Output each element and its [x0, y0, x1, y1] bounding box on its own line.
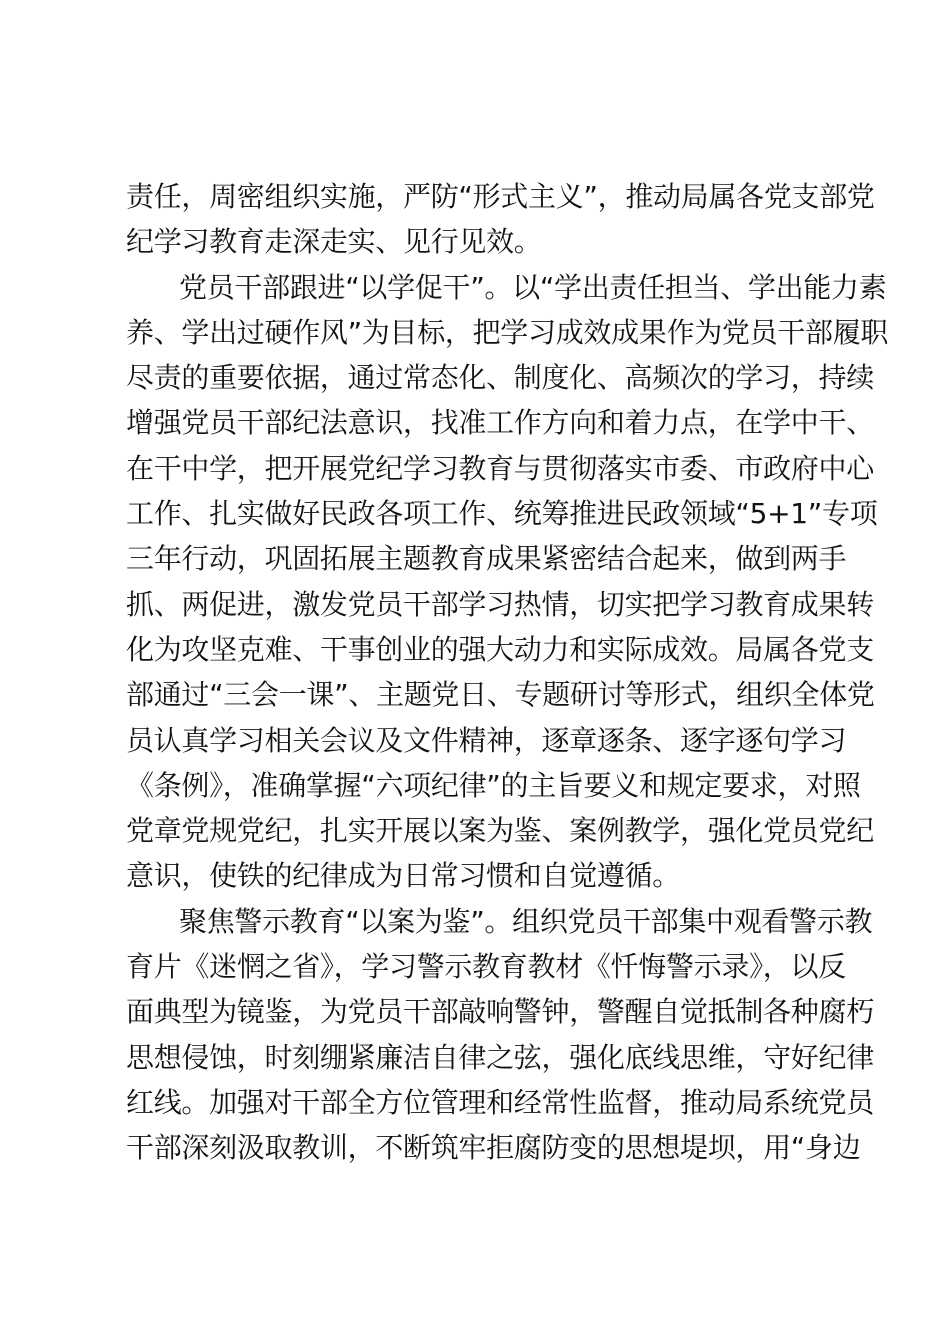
document-body: [126, 174, 889, 1171]
text-line: 尽责的重要依据，通过常态化、制度化、高频次的学习，持续: [126, 361, 874, 395]
text-line: 纪学习教育走深走实、见行见效。: [126, 225, 542, 259]
text-line: 部通过“三会一课”、主题党日、专题研讨等形式，组织全体党: [126, 678, 875, 712]
text-line: 《条例》，准确掌握“六项纪律”的主旨要义和规定要求，对照: [126, 768, 861, 802]
text-line: 面典型为镜鉴，为党员干部敲响警钟，警醒自觉抵制各种腐朽: [126, 995, 874, 1029]
text-line: 工作、扎实做好民政各项工作、统筹推进民政领域“5+1”专项: [126, 497, 878, 531]
text-line: 抓、两促进，激发党员干部学习热情，切实把学习教育成果转: [126, 587, 874, 621]
paragraph-start-line: 党员干部跟进“以学促干”。以“学出责任担当、学出能力素: [179, 270, 887, 304]
text-line: 员认真学习相关会议及文件精神，逐章逐条、逐字逐句学习: [126, 723, 847, 757]
text-line: 三年行动，巩固拓展主题教育成果紧密结合起来，做到两手: [126, 542, 847, 576]
text-line: 思想侵蚀，时刻绷紧廉洁自律之弦，强化底线思维，守好纪律: [126, 1040, 874, 1074]
text-line: 化为攻坚克难、干事创业的强大动力和实际成效。局属各党支: [126, 632, 874, 666]
text-line: 责任，周密组织实施，严防“形式主义”，推动局属各党支部党: [126, 180, 875, 213]
text-line: 养、学出过硬作风”为目标，把学习成效成果作为党员干部履职: [126, 315, 889, 349]
paragraph-start-line: 聚焦警示教育“以案为鉴”。组织党员干部集中观看警示教: [179, 904, 873, 938]
text-line: 增强党员干部纪法意识，找准工作方向和着力点，在学中干、: [126, 406, 874, 440]
text-line: 在干中学，把开展党纪学习教育与贯彻落实市委、市政府中心: [126, 451, 874, 485]
text-line: 意识，使铁的纪律成为日常习惯和自觉遵循。: [126, 859, 681, 893]
text-line: 红线。加强对干部全方位管理和经常性监督，推动局系统党员: [126, 1085, 874, 1119]
text-line: 党章党规党纪，扎实开展以案为鉴、案例教学，强化党员党纪: [126, 814, 874, 848]
text-line: 干部深刻汲取教训，不断筑牢拒腐防变的思想堤坝，用“身边: [126, 1131, 861, 1165]
text-line: 育片《迷惘之省》，学习警示教育教材《忏悔警示录》，以反: [126, 950, 846, 984]
